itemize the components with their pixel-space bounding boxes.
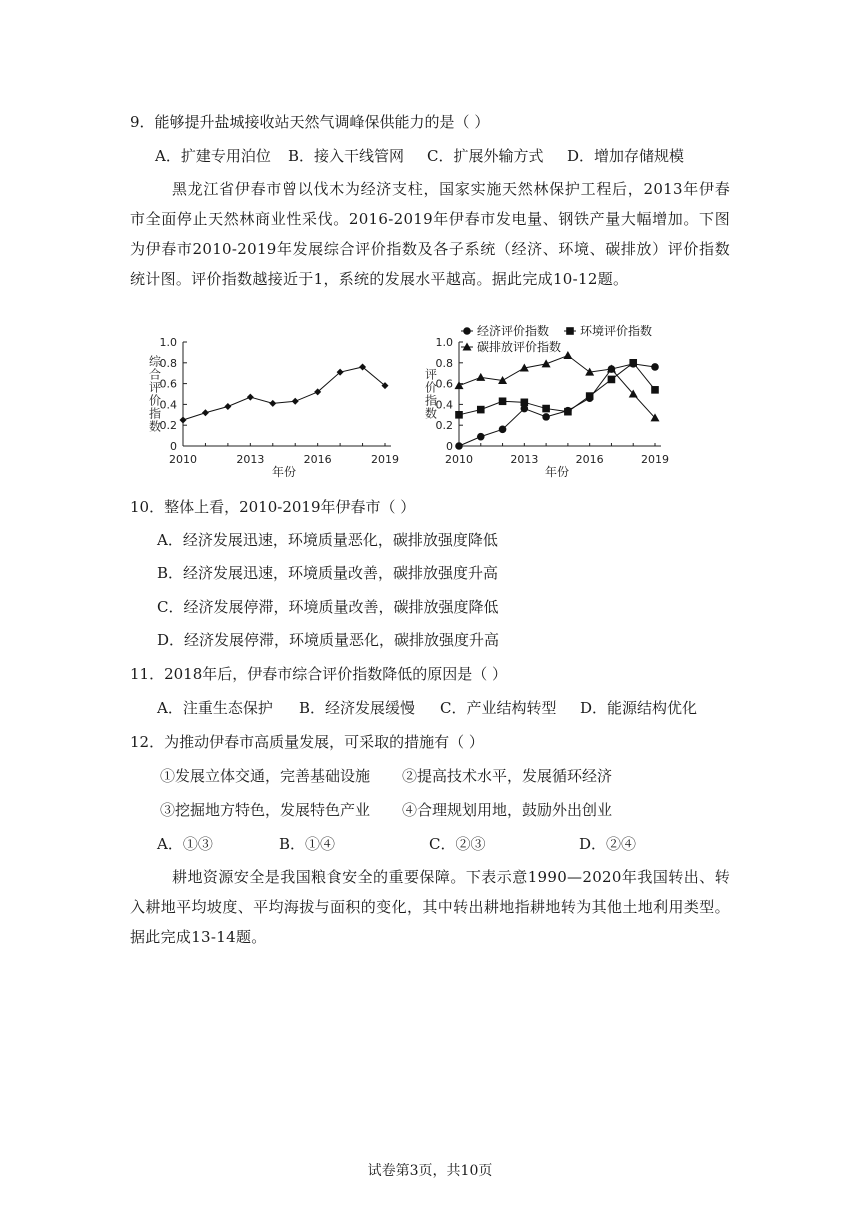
chart2-series-0-point bbox=[542, 413, 550, 421]
chart1-y-axis-label-char: 综 bbox=[148, 354, 162, 369]
composite-index-chart bbox=[135, 330, 420, 485]
q12-item-3: ③挖掘地方特色，发展特色产业 bbox=[160, 801, 371, 819]
chart1-y-tick-label: 0.8 bbox=[159, 356, 177, 370]
chart2-y-tick-label: 1.0 bbox=[435, 336, 453, 349]
q9-option-b: B．接入干线管网 bbox=[288, 147, 405, 165]
chart2-series-1-point bbox=[499, 397, 507, 405]
chart1-x-tick-label: 2013 bbox=[236, 453, 265, 466]
chart2-y-axis-label-char: 评 bbox=[424, 367, 438, 382]
q9-option-c: C．扩展外输方式 bbox=[427, 147, 544, 165]
q10-option-a: A．经济发展迅速，环境质量恶化，碳排放强度降低 bbox=[157, 531, 498, 549]
chart1-y-axis-label-char: 价 bbox=[148, 393, 162, 408]
chart1-series-0-point bbox=[292, 398, 299, 405]
subsystem-index-chart bbox=[405, 320, 690, 485]
q11-option-b: B．经济发展缓慢 bbox=[299, 699, 416, 717]
chart1-y-tick-label: 1.0 bbox=[159, 336, 177, 349]
chart2-series-1-line bbox=[459, 363, 655, 415]
question-11-stem: 11．2018年后，伊春市综合评价指数降低的原因是（ ） bbox=[130, 665, 508, 683]
chart2-series-1-point bbox=[608, 376, 616, 384]
chart2-series-0-line bbox=[459, 364, 655, 446]
q10-option-c: C．经济发展停滞，环境质量改善，碳排放强度降低 bbox=[157, 598, 499, 616]
chart1-x-tick-label: 2016 bbox=[303, 453, 332, 466]
chart1-x-tick-label: 2010 bbox=[169, 453, 197, 466]
chart1-series-0-point bbox=[247, 394, 254, 401]
q12-item-4: ④合理规划用地，鼓励外出创业 bbox=[402, 801, 613, 819]
question-9-stem: 9．能够提升盐城接收站天然气调峰保供能力的是（ ） bbox=[130, 113, 490, 131]
chart2-series-2-line bbox=[459, 356, 655, 418]
chart2-series-2-point bbox=[476, 373, 485, 381]
chart2-series-0-point bbox=[455, 442, 463, 450]
question-12-stem: 12．为推动伊春市高质量发展，可采取的措施有（ ） bbox=[130, 733, 484, 751]
q12-option-b: B．①④ bbox=[279, 835, 336, 853]
q11-option-d: D．能源结构优化 bbox=[580, 699, 698, 717]
legend-0-label: 经济评价指数 bbox=[477, 324, 550, 338]
passage-2: 耕地资源安全是我国粮食安全的重要保障。下表示意1990—2020年我国转出、转入耕地平均坡度、平均海拔与面积的变化，其中转出耕地指耕地转为其他土地利用类型。据此完成13-14题。 bbox=[130, 868, 730, 946]
passage-1: 黑龙江省伊春市曾以伐木为经济支柱，国家实施天然林保护工程后，2013年伊春市全面停止天然林商业性采伐。2016-2019年伊春市发电量、钢铁产量大幅增加。下图为伊春市2010-2019年发展综合评价指数及各子系统（经济、环境、碳排放）评价指数统计图。评价指数越接近于1，系统的发展水平越高。据此完成10-12题。 bbox=[130, 180, 730, 288]
chart1-series-0-point bbox=[202, 409, 209, 416]
q12-option-d: D．②④ bbox=[579, 835, 637, 853]
chart2-series-1-point bbox=[564, 408, 572, 416]
q11-option-c: C．产业结构转型 bbox=[440, 699, 557, 717]
legend-0-marker bbox=[463, 327, 471, 335]
chart2-series-1-point bbox=[542, 405, 550, 413]
chart2-y-axis-label-char: 指 bbox=[424, 393, 438, 408]
chart2-y-axis-label-char: 价 bbox=[424, 380, 438, 395]
chart2-series-1-point bbox=[651, 386, 659, 394]
chart1-y-tick-label: 0.4 bbox=[159, 398, 177, 412]
chart1-y-tick-label: 0.6 bbox=[159, 377, 177, 391]
chart1-series-0-line bbox=[183, 367, 385, 420]
question-10-stem: 10．整体上看，2010-2019年伊春市（ ） bbox=[130, 498, 416, 516]
chart2-series-1-point bbox=[521, 399, 529, 407]
chart1-y-axis-label-char: 数 bbox=[148, 419, 162, 434]
chart2-y-tick-label: 0.8 bbox=[435, 356, 453, 370]
chart2-y-tick-label: 0 bbox=[446, 440, 453, 453]
q10-option-b: B．经济发展迅速，环境质量改善，碳排放强度升高 bbox=[157, 564, 499, 582]
q12-option-c: C．②③ bbox=[429, 835, 486, 853]
chart2-series-0-point bbox=[651, 363, 659, 371]
chart2-series-0-point bbox=[499, 426, 507, 434]
chart2-x-tick-label: 2019 bbox=[641, 453, 669, 466]
chart2-series-1-point bbox=[477, 406, 485, 414]
chart2-x-tick-label: 2013 bbox=[510, 453, 539, 466]
q12-item-2: ②提高技术水平，发展循环经济 bbox=[402, 767, 613, 785]
q12-option-a: A．①③ bbox=[157, 835, 213, 853]
chart1-y-tick-label: 0.2 bbox=[159, 419, 177, 433]
chart2-y-tick-label: 0.6 bbox=[435, 377, 453, 391]
chart2-x-tick-label: 2016 bbox=[575, 453, 604, 466]
legend-1-marker bbox=[566, 327, 574, 335]
chart1-y-axis-label-char: 指 bbox=[148, 406, 162, 421]
chart2-series-2-point bbox=[455, 381, 464, 389]
legend-2-label: 碳排放评价指数 bbox=[477, 340, 562, 354]
chart2-y-tick-label: 0.4 bbox=[435, 398, 453, 412]
chart2-series-0-point bbox=[477, 433, 485, 441]
chart1-y-axis-label-char: 合 bbox=[148, 367, 162, 382]
chart1-series-0-point bbox=[269, 400, 276, 407]
chart2-series-1-point bbox=[455, 411, 463, 419]
chart1-x-tick-label: 2019 bbox=[371, 453, 399, 466]
q11-option-a: A．注重生态保护 bbox=[157, 699, 273, 717]
chart2-y-axis-label-char: 数 bbox=[424, 406, 438, 421]
chart2-x-axis-label: 年份 bbox=[544, 465, 570, 479]
chart1-series-0-point bbox=[224, 403, 231, 410]
q10-option-d: D．经济发展停滞，环境质量恶化，碳排放强度升高 bbox=[157, 631, 500, 649]
chart2-x-tick-label: 2010 bbox=[445, 453, 473, 466]
q12-item-1: ①发展立体交通，完善基础设施 bbox=[160, 767, 371, 785]
chart1-y-tick-label: 0 bbox=[170, 440, 177, 453]
chart1-series-0-point bbox=[180, 417, 187, 424]
chart1-y-axis-label-char: 评 bbox=[148, 380, 162, 395]
chart2-series-2-point bbox=[542, 359, 551, 367]
legend-1-label: 环境评价指数 bbox=[580, 324, 653, 338]
chart2-series-1-point bbox=[629, 359, 637, 367]
chart2-series-1-point bbox=[586, 392, 594, 400]
q9-option-a: A．扩建专用泊位 bbox=[155, 147, 271, 165]
q9-option-d: D．增加存储规模 bbox=[567, 147, 685, 165]
chart1-x-axis-label: 年份 bbox=[271, 465, 297, 479]
chart2-series-2-point bbox=[563, 351, 572, 359]
page-footer: 试卷第3页，共10页 bbox=[367, 1163, 493, 1179]
chart2-y-tick-label: 0.2 bbox=[435, 419, 453, 433]
